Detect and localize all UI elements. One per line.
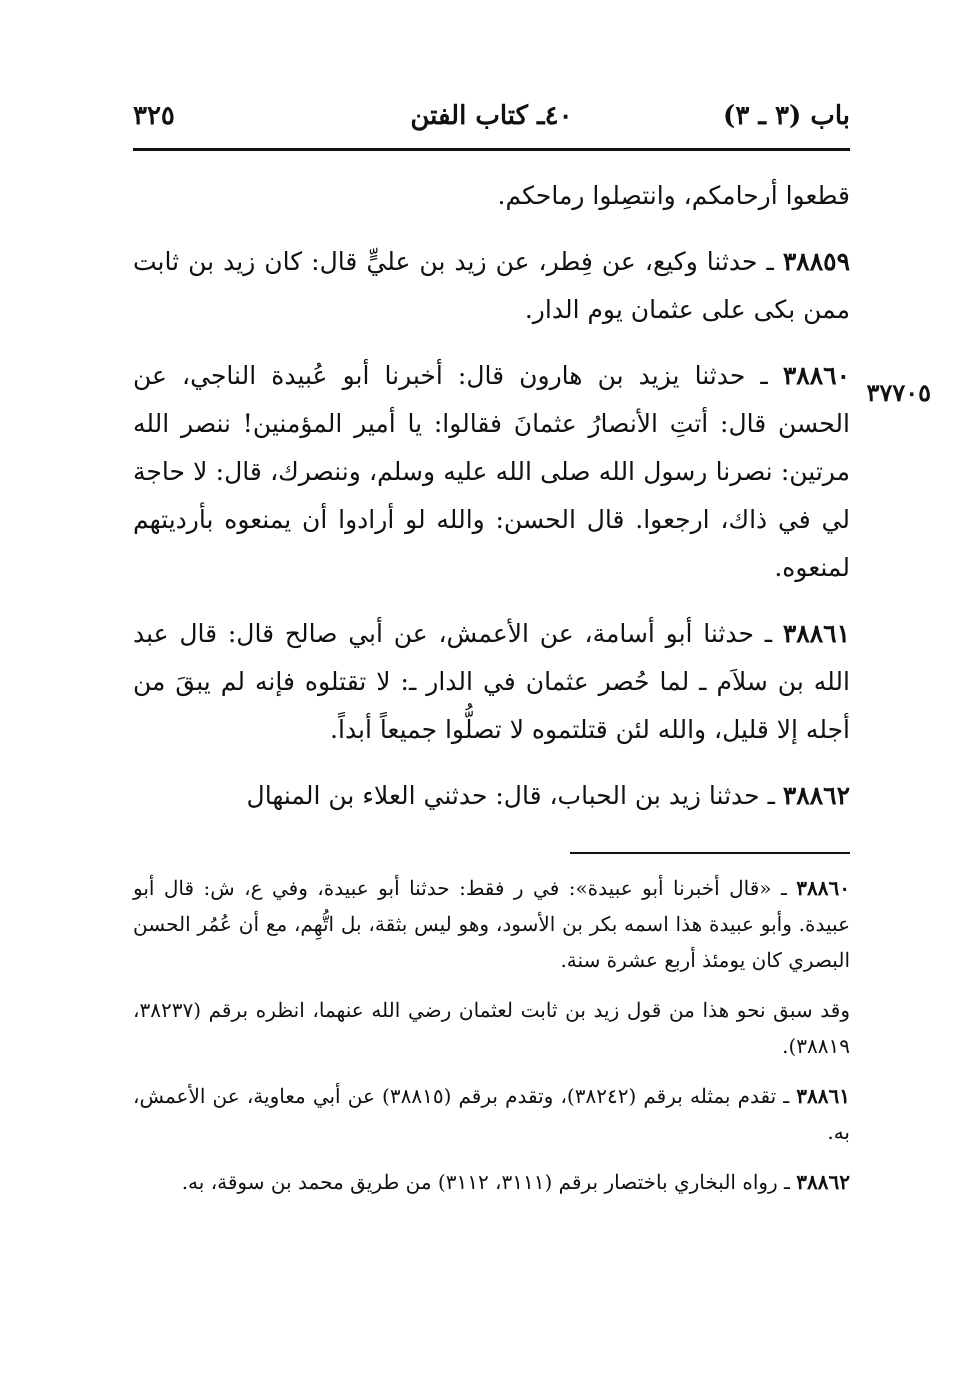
- paragraph-text: ـ حدثنا وكيع، عن فِطر، عن زيد بن عليٍّ قال: كان زيد بن ثابت ممن بكى على عثمان يوم الدار.: [133, 247, 850, 324]
- hadith-paragraph: [133, 238, 850, 334]
- hadith-paragraph: [133, 610, 850, 754]
- footnote: [133, 1164, 850, 1200]
- page-header: [133, 95, 850, 145]
- footnote-text: ـ تقدم بمثله برقم (٣٨٢٤٢)، وتقدم برقم (٣٨٨١٥) عن أبي معاوية، عن الأعمش، به.: [133, 1084, 850, 1144]
- footnote: [133, 1078, 850, 1150]
- footnote-text: وقد سبق نحو هذا من قول زيد بن ثابت لعثمان رضي الله عنهما، انظره برقم (٣٨٢٣٧، ٣٨٨١٩).: [133, 998, 850, 1058]
- footnote-number: ٣٨٨٦٠: [796, 876, 850, 900]
- paragraph-text: ـ حدثنا يزيد بن هارون قال: أخبرنا أبو عُبيدة الناجي، عن الحسن قال: أتتِ الأنصارُ عثمانَ فقالوا: يا أمير المؤمنين! ننصر الله مرتين: نصرنا رسول الله صلى الله عليه وسلم، وننصرك، قال: لا حاجة لي في ذاك، ارجعوا. قال الحسن: والله لو أرادوا أن يمنعوه بأرديتهم لمنعوه.: [133, 361, 850, 582]
- hadith-paragraph: [133, 352, 850, 592]
- footnote-divider: [570, 852, 850, 854]
- footnote-text: ـ رواه البخاري باختصار برقم (٣١١١، ٣١١٢) من طريق محمد بن سوقة، به.: [181, 1170, 797, 1194]
- hadith-paragraph: [133, 772, 850, 820]
- paragraph-text: قطعوا أرحامكم، وانتصِلوا رماحكم.: [497, 181, 850, 210]
- hadith-number: ٣٨٨٦١: [782, 619, 850, 648]
- footnote: [133, 992, 850, 1064]
- paragraph-text: ـ حدثنا زيد بن الحباب، قال: حدثني العلاء بن المنهال: [246, 781, 783, 810]
- page-number: ٣٢٥: [133, 101, 175, 131]
- paragraph-continuation: [133, 172, 850, 220]
- margin-reference-number: ٣٧٧٠٥: [866, 378, 931, 407]
- header-divider: [133, 148, 850, 151]
- paragraph-text: ـ حدثنا أبو أسامة، عن الأعمش، عن أبي صالح قال: قال عبد الله بن سلاَم ـ لما حُصر عثمان في الدار ـ: لا تقتلوه فإنه لم يبقَ من أجله إلا قليل، والله لئن قتلتموه لا تصلُّوا جميعاً أبداً.: [133, 619, 850, 744]
- footnote-number: ٣٨٨٦٢: [796, 1170, 850, 1194]
- footnotes: [133, 870, 850, 1214]
- chapter-label: باب (٣ ـ ٣): [723, 101, 850, 131]
- hadith-number: ٣٨٨٥٩: [782, 247, 850, 276]
- footnote: [133, 870, 850, 978]
- footnote-text: ـ «قال أخبرنا أبو عبيدة»: في ر فقط: حدثنا أبو عبيدة، وفي ع، ش: قال أبو عبيدة. وأبو عبيدة هذا اسمه بكر بن الأسود، وهو ليس بثقة، بل اتُّهِم، مع أن عُمُر الحسن البصري كان يومئذ أربع عشرة سنة.: [133, 876, 850, 972]
- book-title: ٤٠ـ كتاب الفتن: [410, 101, 573, 131]
- footnote-number: ٣٨٨٦١: [796, 1084, 851, 1108]
- main-text: [133, 172, 850, 838]
- hadith-number: ٣٨٨٦٢: [782, 781, 850, 810]
- hadith-number: ٣٨٨٦٠: [782, 361, 850, 390]
